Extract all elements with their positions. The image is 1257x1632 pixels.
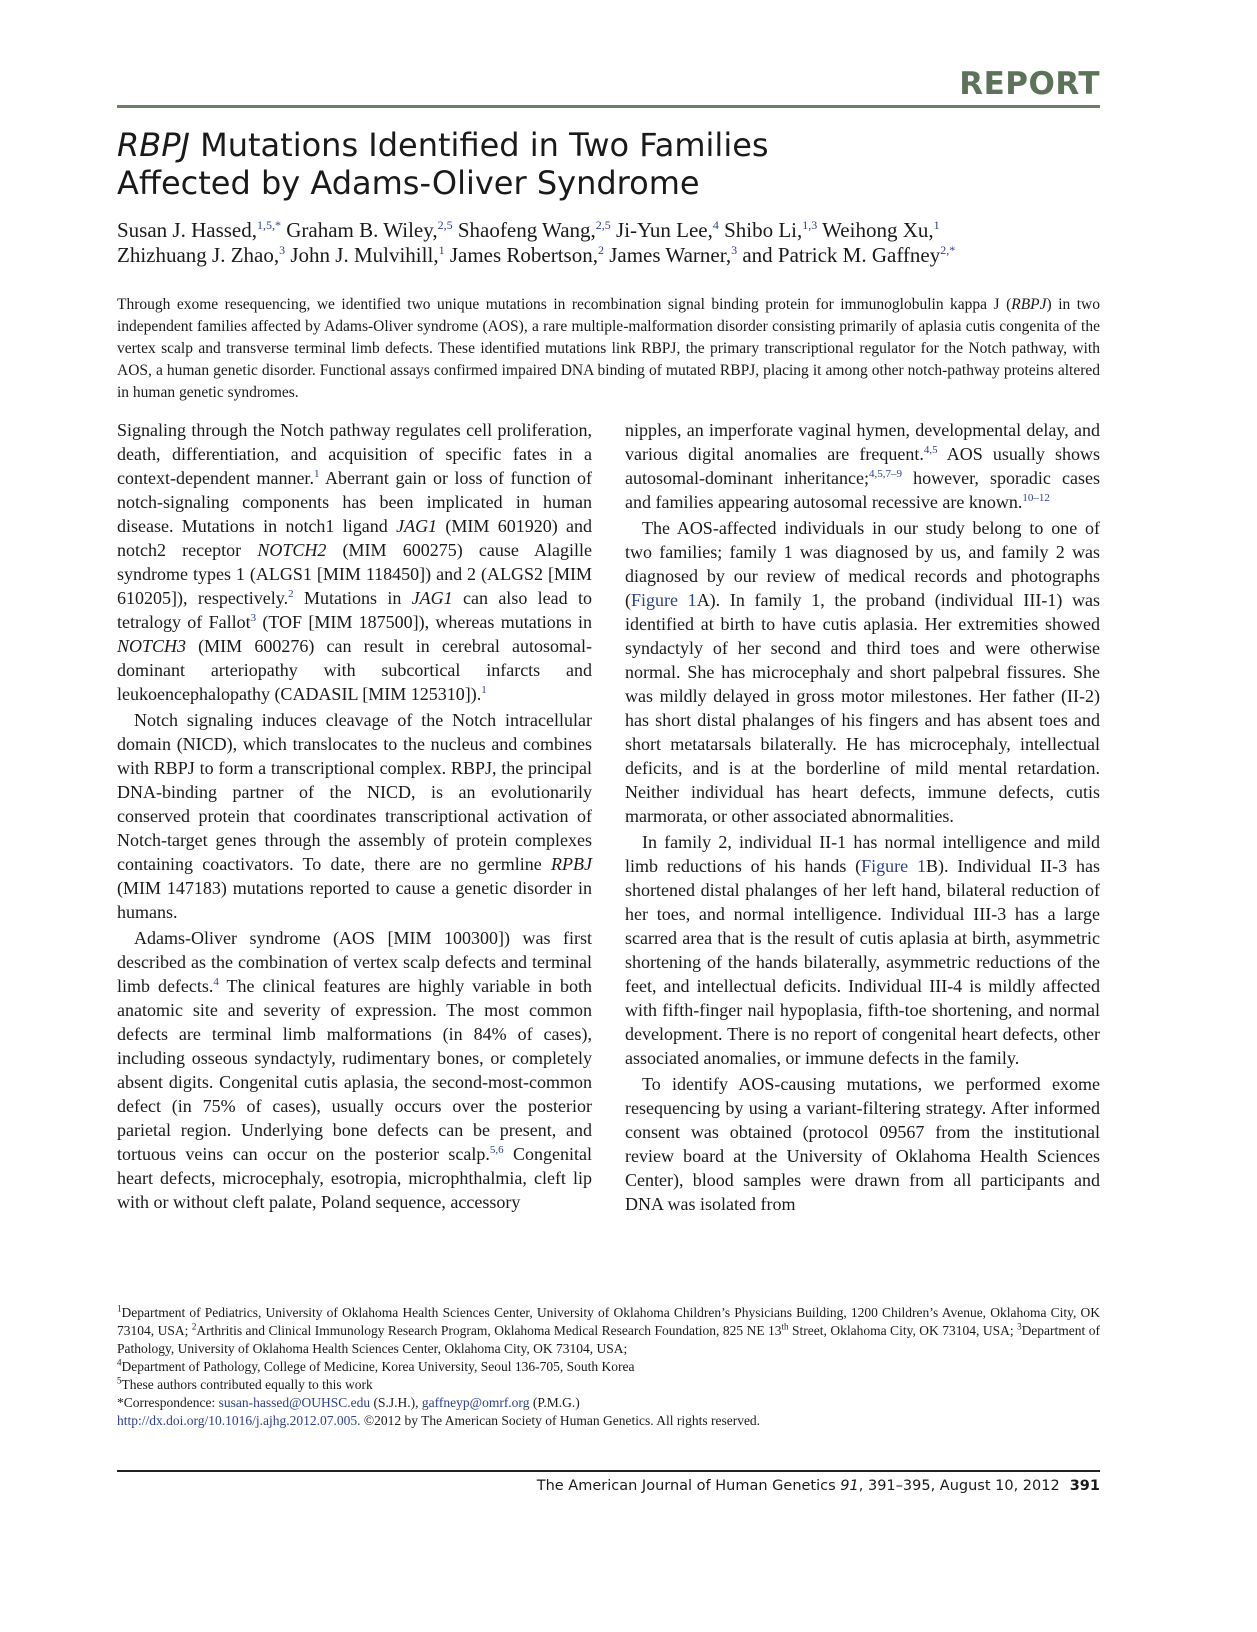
affiliation: Department of Pathology, College of Medicine, Korea University, Seoul 136-705, South Korea [121,1359,635,1374]
figure-link[interactable]: Figure 1 [861,856,927,876]
author-name: Susan J. Hassed, [117,218,257,242]
abstract [117,294,1100,404]
author-name: James Warner, [603,243,732,267]
article-title [117,126,1017,202]
journal-footer [537,1478,1100,1494]
journal-name: The American Journal of Human Genetics [536,1478,841,1494]
text: The AOS-affected individuals in our study belong to one of two families; family 1 was diagnosed by us, and family 2 was diagnosed by our review of medical records and photographs ( [625,518,1100,610]
affiliation-mark: 1 [117,1303,122,1314]
author-name: Shaofeng Wang, [452,218,596,242]
text: To identify AOS-causing mutations, we performed exome resequencing by using a variant-filtering strategy. After informed consent was obtained (protocol 09567 from the institutional review board at the University of Oklahoma Health Sciences Center), blood samples were drawn from all participants and DNA was isolated from [625,1074,1100,1214]
paragraph [117,418,592,706]
text: nipples, an imperforate vaginal hymen, developmental delay, and various digital anomalies are frequent. [625,420,1100,464]
paragraph [625,418,1100,514]
citation-link[interactable]: 4,5 [923,444,938,456]
citation-link[interactable]: 2 [288,588,294,600]
text: Congenital heart defects, microcephaly, esotropia, microphthalmia, cleft lip with or without cleft palate, Poland sequence, accessory [117,1144,592,1212]
text: (MIM 147183) mutations reported to cause a genetic disorder in humans. [117,878,592,922]
author-affiliation-mark: 2,5 [595,218,611,232]
equal-contribution-note [117,1376,1100,1394]
text: (MIM 600276) can result in cerebral autosomal-dominant arteriopathy with subcortical infarcts and leukoencephalopathy (CADASIL [MIM 125310]). [117,636,592,704]
correspondence-label: *Correspondence: [117,1395,219,1410]
journal-volume: 91 [840,1478,859,1494]
abstract-text: Through exome resequencing, we identified two unique mutations in recombination signal binding protein for immunoglobulin kappa J ( [117,296,1012,313]
text: B). Individual II-3 has shortened distal phalanges of her left hand, bilateral reduction of her toes, and normal intelligence. Individual III-3 has a large scarred area that is the result of cutis aplasia at birth, asymmetric shortening of the hands bilaterally, asymmetric reductions of the feet, and intellectual deficits. Individual III-4 is mildly affected with fifth-finger nail hypoplasia, fifth-toe shortening, and normal development. There is no report of congenital heart defects, other associated anomalies, or immune defects in the family. [625,856,1100,1068]
author-affiliation-mark: 2,5 [437,218,453,232]
author-affiliation-mark: 3 [279,243,286,257]
title-line2: Affected by Adams-Oliver Syndrome [117,164,700,202]
author-affiliation-mark: 4 [712,218,719,232]
footnotes [117,1304,1100,1430]
abstract-gene: RBPJ [1011,296,1047,313]
gene-name: NOTCH2 [257,540,327,560]
correspondence [117,1394,1100,1412]
paragraph [117,926,592,1214]
doi-line [117,1412,1100,1430]
text: The clinical features are highly variable in both anatomic site and severity of expression. The most common defects are terminal limb malformations (in 84% of cases), including osseous syndactyly, rudimentary bones, or completely absent digits. Congenital cutis aplasia, the second-most-common defect (in 75% of cases), usually occurs over the posterior parietal region. Underlying bone defects can be present, and tortuous veins can occur on the posterior scalp. [117,976,592,1164]
affiliation: Department of Pediatrics, University of Oklahoma Health Sciences Center, University of Oklahoma Children’s Physicians Building, 1200 Children’s Avenue, Oklahoma City, OK 73104, USA; [117,1305,1100,1338]
title-gene: RBPJ [117,126,190,164]
figure-link[interactable]: Figure 1 [631,590,697,610]
gene-name: JAG1 [396,516,438,536]
abstract-text: ) in two independent families affected by Adams-Oliver syndrome (AOS), a rare multiple-malformation disorder consisting primarily of aplasia cutis congenita of the vertex scalp and transverse terminal limb defects. These identified mutations link RBPJ, the primary transcriptional regulator for the Notch pathway, with AOS, a human genetic disorder. Functional assays confirmed impaired DNA binding of mutated RBPJ, placing it among other notch-pathway proteins altered in human genetic syndromes. [117,296,1101,401]
author-name: Graham B. Wiley, [281,218,438,242]
paragraph [117,708,592,924]
affiliation-4 [117,1358,1100,1376]
text: Signaling through the Notch pathway regulates cell proliferation, death, differentiation, and acquisition of specific fates in a context-dependent manner. [117,420,592,488]
author-name: Ji-Yun Lee, [610,218,713,242]
title-line1-rest: Mutations Identified in Two Families [189,126,769,164]
header-rule [117,105,1100,108]
affiliation: Arthritis and Clinical Immunology Research Program, Oklahoma Medical Research Foundation, 825 NE 13 [196,1323,782,1338]
author-name: John J. Mulvihill, [285,243,439,267]
text: Mutations in [293,588,412,608]
affiliation: Street, Oklahoma City, OK 73104, USA; [788,1323,1018,1338]
text: AOS usually shows autosomal-dominant inheritance; [625,444,1100,488]
gene-name: RPBJ [551,854,592,874]
text: (S.J.H.), [370,1395,422,1410]
citation-link[interactable]: 3 [250,612,257,624]
paragraph [625,830,1100,1070]
text: however, sporadic cases and families appearing autosomal recessive are known. [625,468,1100,512]
email-link[interactable]: gaffneyp@omrf.org [421,1395,530,1410]
citation-link[interactable]: 1 [313,468,320,480]
gene-name: NOTCH3 [117,636,187,656]
paragraph [625,516,1100,828]
doi-link[interactable]: http://dx.doi.org/10.1016/j.ajhg.2012.07.005. [117,1413,361,1428]
author-affiliation-mark: 1,5,* [257,218,281,232]
note-text: These authors contributed equally to this work [121,1377,373,1392]
author-name: Zhizhuang J. Zhao, [117,243,280,267]
ordinal-suffix: th [781,1321,789,1332]
text: can also lead to tetralogy of Fallot [117,588,592,632]
text: (TOF [MIM 187500]), whereas mutations in [256,612,592,632]
email-link[interactable]: susan-hassed@OUHSC.edu [218,1395,371,1410]
author-name: and Patrick M. Gaffney [737,243,941,267]
text: A). In family 1, the proband (individual III-1) was identified at birth to have cutis aplasia. Her extremities showed syndactyly of her second and third toes and were otherwise normal. She has microcephaly and short palpebral fissures. She was mildly delayed in gross motor milestones. Her father (II-2) has short distal phalanges of his fingers and has absent toes and short metatarsals bilaterally. He has microcephaly, intellectual deficits, and is at the borderline of mild mental retardation. Neither individual has heart defects, immune defects, cutis marmorata, or other associated abnormalities. [625,590,1101,826]
text: In family 2, individual II-1 has normal intelligence and mild limb reductions of his hands ( [625,832,1100,876]
text: Notch signaling induces cleavage of the Notch intracellular domain (NICD), which translocates to the nucleus and combines with RBPJ to form a transcriptional complex. RBPJ, the principal DNA-binding partner of the NICD, is an evolutionarily conserved protein that coordinates transcriptional activation of Notch-target genes through the assembly of protein complexes containing coactivators. To date, there are no germline [117,710,592,874]
affiliation-mark: 4 [117,1357,122,1368]
paragraph [625,1072,1100,1216]
text: Adams-Oliver syndrome (AOS [MIM 100300]) was first described as the combination of vertex scalp defects and terminal limb defects. [117,928,592,996]
citation-link[interactable]: 4 [213,976,219,988]
report-label: REPORT [959,66,1100,102]
author-name: Shibo Li, [718,218,803,242]
author-name: James Robertson, [444,243,598,267]
text: (P.M.G.) [529,1395,580,1410]
journal-pages-date: , 391–395, August 10, 2012 [858,1478,1060,1494]
citation-link[interactable]: 4,5,7–9 [869,468,903,480]
author-list [117,218,1107,268]
body-column-left [117,418,592,1214]
copyright: ©2012 by The American Society of Human Genetics. All rights reserved. [360,1413,761,1428]
text: (MIM 600275) cause Alagille syndrome types 1 (ALGS1 [MIM 118450]) and 2 (ALGS2 [MIM 610205]), respectively. [117,540,593,608]
affiliation-mark: 2 [191,1321,197,1332]
citation-link[interactable]: 10–12 [1022,492,1050,504]
author-affiliation-mark: 1,3 [802,218,818,232]
page-number: 391 [1069,1478,1100,1494]
affiliation-mark: 3 [1017,1321,1022,1332]
text: (MIM 601920) and notch2 receptor [117,516,593,560]
body-column-right [625,418,1100,1216]
citation-link[interactable]: 5,6 [489,1144,504,1156]
author-affiliation-mark: 3 [731,243,738,257]
author-affiliation-mark: 2 [597,243,604,257]
footer-rule [117,1470,1100,1472]
author-affiliation-mark: 1 [438,243,445,257]
affiliations [117,1304,1100,1358]
citation-link[interactable]: 1 [481,684,487,696]
gene-name: JAG1 [411,588,453,608]
affiliation: Department of Pathology, University of Oklahoma Health Sciences Center, Oklahoma City, OK 73104, USA; [117,1323,1100,1356]
affiliation-mark: 5 [117,1375,122,1386]
text: Aberrant gain or loss of function of notch-signaling components has been implicated in human disease. Mutations in notch1 ligand [117,468,592,536]
author-affiliation-mark: 1 [933,218,940,232]
author-affiliation-mark: 2,* [940,243,956,257]
author-name: Weihong Xu, [817,218,934,242]
